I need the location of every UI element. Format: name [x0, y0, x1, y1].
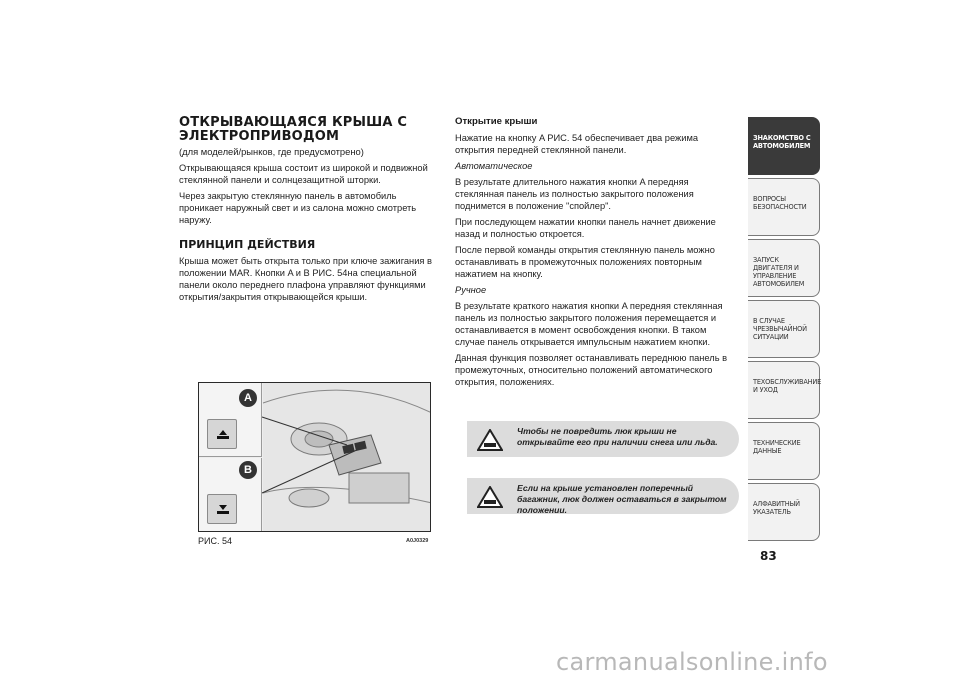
roof-open-button: [207, 419, 237, 449]
figure-caption: РИС. 54: [198, 536, 232, 546]
roof-open-icon: [216, 429, 230, 440]
tab-technical-data[interactable]: ТЕХНИЧЕСКИЕ ДАННЫЕ: [748, 422, 820, 480]
subsection-title: ПРИНЦИП ДЕЙСТВИЯ: [179, 238, 316, 251]
paragraph-automatic-2: При последующем нажатии кнопки панель начнет движение назад и полностью откроется.: [455, 217, 716, 239]
roof-close-button: [207, 494, 237, 524]
manual-title: Ручное: [455, 285, 487, 295]
label-a: A: [239, 389, 257, 407]
section-subtitle: (для моделей/рынков, где предусмотрено): [179, 146, 364, 157]
warning-box-snow: [467, 421, 739, 457]
tab-safety[interactable]: ВОПРОСЫ БЕЗОПАСНОСТИ: [748, 178, 820, 236]
figure-code: A0J0329: [406, 538, 429, 544]
paragraph-function: Данная функция позволяет останавливать переднюю панель в промежуточных, относительно положений автоматического открытия, положениях.: [455, 353, 728, 387]
warning-text-rack: Если на крыше установлен поперечный багажник, люк должен оставаться в закрытом положении.: [517, 483, 727, 515]
warning-box-rack: [467, 478, 739, 514]
tab-emergency[interactable]: В СЛУЧАЕ ЧРЕЗВЫЧАЙНОЙ СИТУАЦИИ: [748, 300, 820, 358]
figure-roof-controls: [198, 382, 431, 532]
section-title: ОТКРЫВАЮЩАЯСЯ КРЫША С ЭЛЕКТРОПРИВОДОМ: [179, 115, 408, 144]
paragraph-intro: Открывающаяся крыша состоит из широкой и подвижной стеклянной панели и солнцезащитной шторки.: [179, 163, 428, 185]
warning-triangle-icon: [477, 486, 503, 508]
paragraph-manual: В результате краткого нажатия кнопки A передняя стеклянная панель из полностью закрытого положения перемещается и останавливается в момент освобождения кнопки. В таком случае панель открывается импульсным нажатием кнопки.: [455, 301, 723, 347]
paragraph-automatic-1: В результате длительного нажатия кнопки A передняя стеклянная панель из полностью закрытого положения поднимется в положение "спойлер".: [455, 177, 694, 211]
page-number: 83: [760, 549, 777, 563]
right-column: [455, 116, 737, 388]
tab-starting-driving[interactable]: ЗАПУСК ДВИГАТЕЛЯ И УПРАВЛЕНИЕ АВТОМОБИЛЕМ: [748, 239, 820, 297]
warning-text-snow: Чтобы не повредить люк крыши не открывайте его при наличии снега или льда.: [517, 426, 718, 447]
paragraph-automatic-3: После первой команды открытия стеклянную панель можно останавливать в промежуточных положениях повторным нажатием на кнопку.: [455, 245, 715, 279]
left-column: [179, 116, 441, 303]
opening-title: Открытие крыши: [455, 116, 538, 127]
watermark: carmanualsonline.info: [556, 648, 828, 676]
tab-index[interactable]: АЛФАВИТНЫЙ УКАЗАТЕЛЬ: [748, 483, 820, 541]
paragraph-principle: Крыша может быть открыта только при ключе зажигания в положении MAR. Кнопки A и B РИС. 54на специальной панели около переднего плафона управляют функциями открытия/закрытия открывающейся крыши.: [179, 256, 432, 302]
roof-close-icon: [216, 504, 230, 515]
warning-triangle-icon: [477, 429, 503, 451]
tab-vehicle-intro[interactable]: ЗНАКОМСТВО С АВТОМОБИЛЕМ: [748, 117, 820, 175]
chapter-tabs: [748, 117, 820, 544]
paragraph-light: Через закрытую стеклянную панель в автомобиль проникает наружный свет и из салона можно смотреть наружу.: [179, 191, 417, 225]
label-b: B: [239, 461, 257, 479]
paragraph-opening: Нажатие на кнопку A РИС. 54 обеспечивает два режима открытия передней стеклянной панели.: [455, 133, 699, 155]
tab-maintenance[interactable]: ТЕХОБСЛУЖИВАНИЕ И УХОД: [748, 361, 820, 419]
automatic-title: Автоматическое: [455, 161, 533, 171]
